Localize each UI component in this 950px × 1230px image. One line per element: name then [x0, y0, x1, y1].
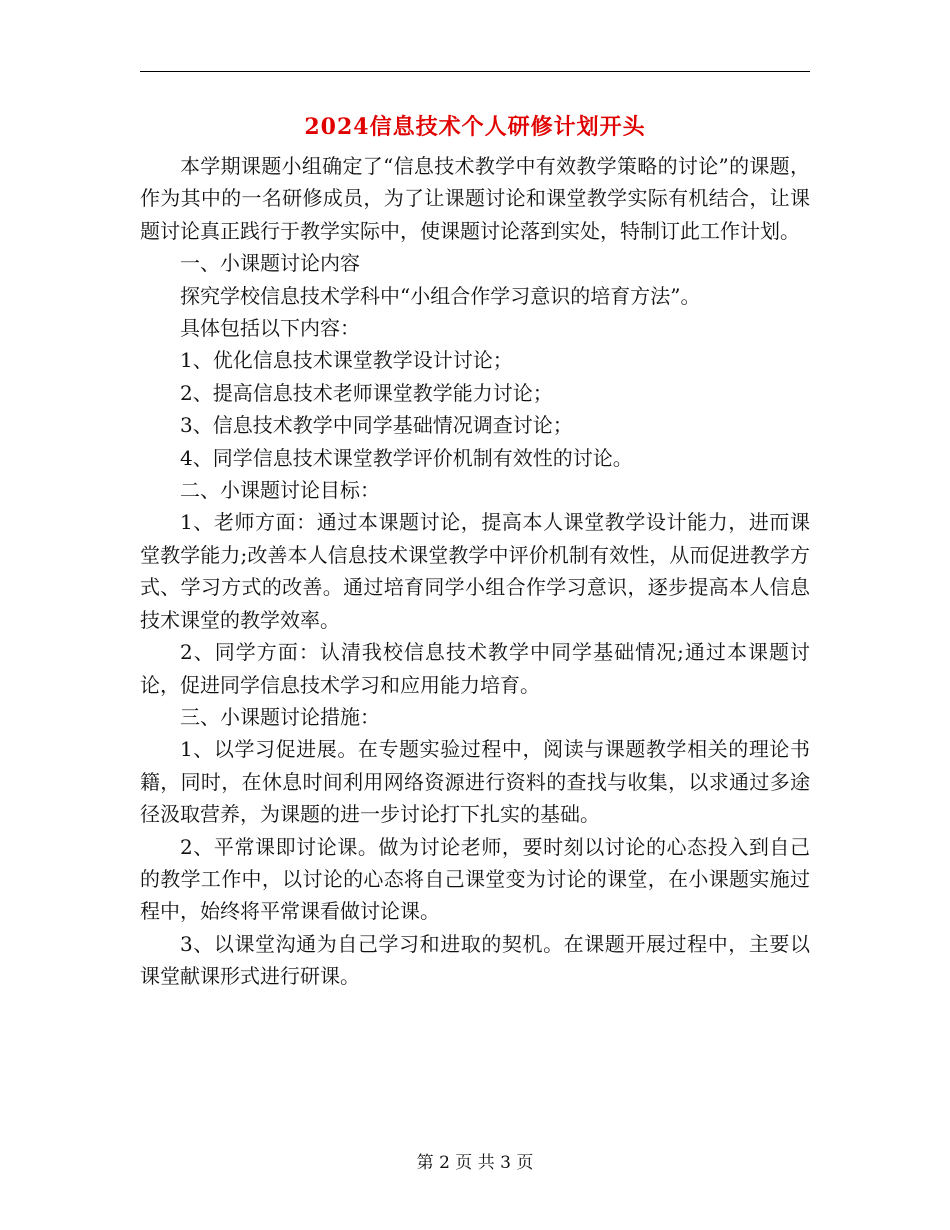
paragraph: 3、以课堂沟通为自己学习和进取的契机。在课题开展过程中，主要以课堂献课形式进行研课。 [140, 931, 810, 989]
list-item: 4、同学信息技术课堂教学评价机制有效性的讨论。 [180, 445, 633, 470]
paragraph: 1、以学习促进展。在专题实验过程中，阅读与课题教学相关的理论书籍，同时，在休息时间利用网络资源进行资料的查找与收集，以求通过多途径汲取营养，为课题的进一步讨论打下扎实的基础。 [140, 737, 810, 827]
section-heading-measures: 三、小课题讨论措施： [180, 704, 380, 729]
page-footer: 第 2 页 共 3 页 [416, 1153, 534, 1173]
paragraph: 1、老师方面：通过本课题讨论，提高本人课堂教学设计能力，进而课堂教学能力;改善本人信息技术课堂教学中评价机制有效性，从而促进教学方式、学习方式的改善。通过培育同学小组合作学习意识，逐步提高本人信息技术课堂的教学效率。 [140, 510, 810, 632]
section-heading-goals: 二、小课题讨论目标： [180, 478, 380, 503]
list-item: 2、提高信息技术老师课堂教学能力讨论； [180, 380, 553, 405]
section-heading-content: 一、小课题讨论内容 [180, 251, 360, 276]
document-title: 2024信息技术个人研修计划开头 [304, 114, 646, 140]
intro-paragraph: 本学期课题小组确定了“信息技术教学中有效教学策略的讨论”的课题，作为其中的一名研修成员，为了让课题讨论和课堂教学实际有机结合，让课题讨论真正践行于教学实际中，使课题讨论落到实处，特制订此工作计划。 [140, 154, 810, 243]
header-rule [140, 71, 810, 72]
paragraph: 2、同学方面：认清我校信息技术教学中同学基础情况;通过本课题讨论，促进同学信息技术学习和应用能力培育。 [140, 640, 810, 697]
paragraph: 2、平常课即讨论课。做为讨论老师，要时刻以讨论的心态投入到自己的教学工作中，以讨论的心态将自己课堂变为讨论的课堂，在小课题实施过程中，始终将平常课看做讨论课。 [140, 834, 810, 924]
paragraph: 探究学校信息技术学科中“小组合作学习意识的培育方法”。 [180, 283, 701, 308]
list-item: 1、优化信息技术课堂教学设计讨论； [180, 348, 513, 373]
list-item: 3、信息技术教学中同学基础情况调查讨论； [180, 413, 573, 438]
paragraph: 具体包括以下内容： [180, 316, 360, 341]
document-body [140, 150, 810, 993]
